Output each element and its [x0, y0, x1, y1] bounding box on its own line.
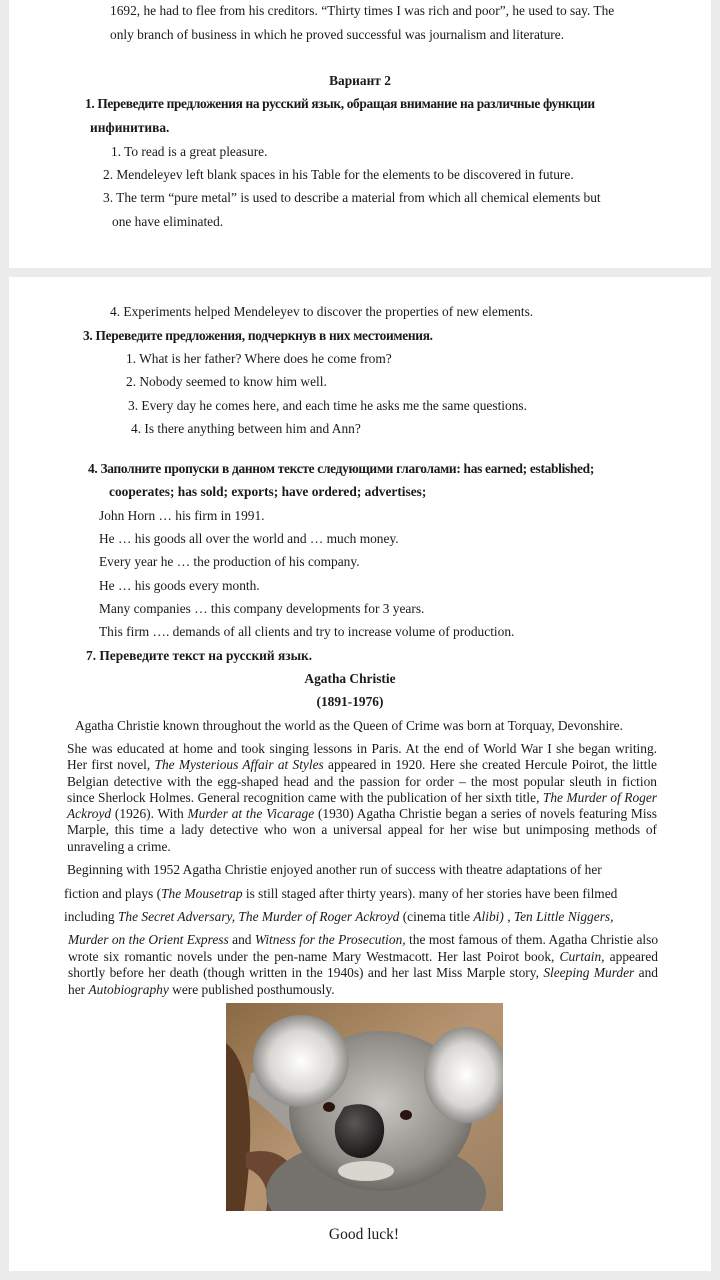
page-1	[9, 0, 711, 268]
closing-text: Good luck!	[328, 1226, 400, 1243]
task4-item: Many companies … this company developments for 3 years.	[99, 601, 425, 616]
article-years: (1891-1976)	[316, 694, 384, 709]
task1-item: 1. To read is a great pleasure.	[111, 144, 268, 159]
task4-title-line2: cooperates; has sold; exports; have ordered; advertises;	[109, 484, 427, 499]
task4-item: Every year he … the production of his company.	[99, 554, 360, 569]
task4-item: He … his goods all over the world and … much money.	[99, 531, 399, 546]
task1-title-line2: инфинитива.	[90, 120, 170, 135]
koala-photo	[226, 1003, 503, 1211]
task3-item: 2. Nobody seemed to know him well.	[126, 374, 327, 389]
task1-item-continuation: one have eliminated.	[112, 214, 224, 229]
task4-item: This firm …. demands of all clients and try to increase volume of production.	[99, 624, 515, 639]
intro-line-1: 1692, he had to flee from his creditors. “Thirty times I was rich and poor”, he used to say. The	[110, 3, 615, 18]
task1-item: 3. The term “pure metal” is used to describe a material from which all chemical elements but	[103, 190, 601, 205]
article-paragraph-4: Murder on the Orient Express and Witness for the Prosecution, the most famous of them. Agatha Christie also wrote six romantic novels under the pen-name Mary Westmacott. Her last Poirot book, Curtain, appeared shortly before her death (though written in the 1940s) and her last Miss Marple story, Sleeping Murder and her Autobiography were published posthumously.	[68, 932, 659, 997]
task7-title: 7. Переведите текст на русский язык.	[86, 648, 313, 663]
task4-item: He … his goods every month.	[99, 578, 260, 593]
article-paragraph-1: Agatha Christie known throughout the world as the Queen of Crime was born at Torquay, Devonshire.	[75, 718, 623, 733]
article-paragraph-3-line1: Beginning with 1952 Agatha Christie enjoyed another run of success with theatre adaptations of her	[67, 862, 602, 877]
variant-title: Вариант 2	[329, 73, 391, 88]
article-title: Agatha Christie	[304, 671, 396, 686]
intro-line-2: only branch of business in which he proved successful was journalism and literature.	[110, 27, 565, 42]
task1-title-line1: 1. Переведите предложения на русский язык, обращая внимание на различные функции	[85, 96, 595, 111]
task1-item-4: 4. Experiments helped Mendeleyev to discover the properties of new elements.	[110, 304, 534, 319]
task3-item: 1. What is her father? Where does he come from?	[126, 351, 392, 366]
article-paragraph-3-line2: fiction and plays (The Mousetrap is still staged after thirty years). many of her stories have been filmed	[64, 886, 618, 901]
page-2	[9, 277, 711, 1271]
task3-item: 4. Is there anything between him and Ann?	[131, 421, 361, 436]
task1-item: 2. Mendeleyev left blank spaces in his Table for the elements to be discovered in future.	[103, 167, 574, 182]
task3-title: 3. Переведите предложения, подчеркнув в них местоимения.	[83, 328, 433, 343]
task4-item: John Horn … his firm in 1991.	[99, 508, 265, 523]
task3-item: 3. Every day he comes here, and each time he asks me the same questions.	[128, 398, 527, 413]
article-paragraph-2: She was educated at home and took singing lessons in Paris. At the end of World War I she began writing. Her first novel, The Mysterious Affair at Styles appeared in 1920. Here she created Hercule Poirot, the little Belgian detective with the egg-shaped head and the passion for order – the most popular sleuth in fiction since Sherlock Holmes. General recognition came with the publication of her sixth title, The Murder of Roger Ackroyd (1926). With Murder at the Vicarage (1930) Agatha Christie began a series of novels featuring Miss Marple, this time a lady detective who won a universal appeal for her wise but unimposing methods of unraveling a crime.	[67, 741, 657, 854]
article-paragraph-3-line3: including The Secret Adversary, The Murder of Roger Ackroyd (cinema title Alibi) , Ten Little Niggers,	[64, 909, 614, 924]
task4-title-line1: 4. Заполните пропуски в данном тексте следующими глаголами: has earned; established;	[88, 461, 594, 476]
